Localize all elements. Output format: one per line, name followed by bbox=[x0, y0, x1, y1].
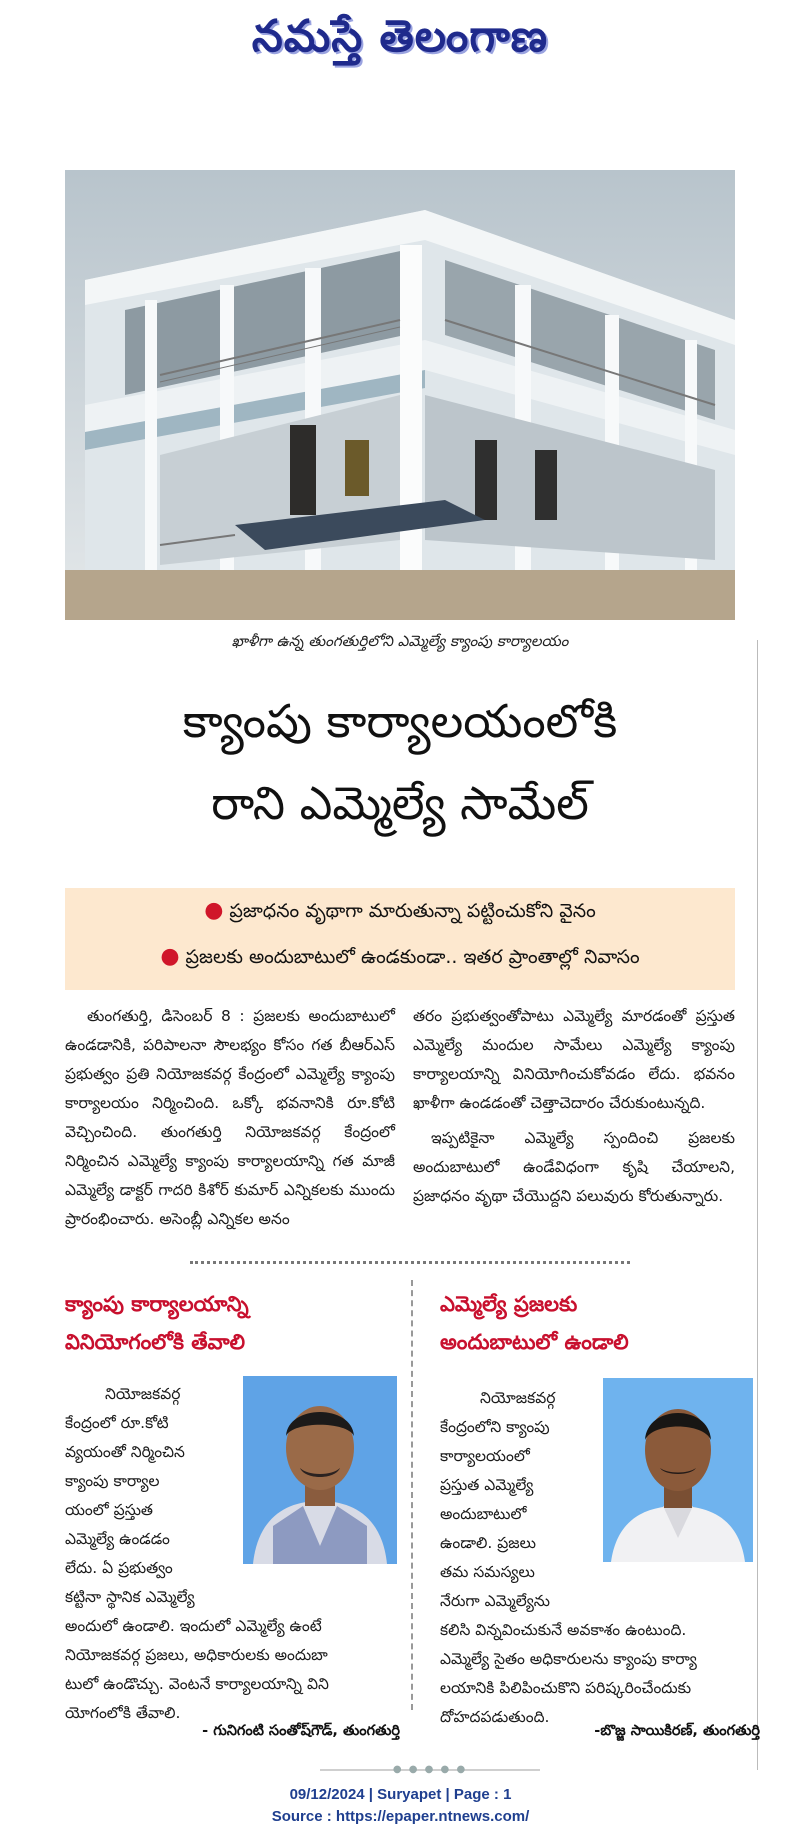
opinion-left-line: టులో ఉండొచ్చు. వెంటనే కార్యాలయాన్ని విని bbox=[65, 1675, 329, 1693]
footer-date-edition: 09/12/2024 | Suryapet | Page : 1 bbox=[289, 1786, 512, 1803]
opinion-right-line: లయానికి పిలిపించుకొని పరిష్కరించేందుకు bbox=[440, 1679, 692, 1697]
bullet-icon: ● bbox=[204, 898, 224, 923]
opinion-right-line: నియోజకవర్గ bbox=[480, 1389, 556, 1407]
subhead-2 bbox=[65, 944, 735, 973]
page-indicator-dots-icon: ● ● ● ● ● bbox=[392, 1764, 468, 1775]
opinion-right-text bbox=[440, 1384, 755, 1732]
opinion-left-line: లేదు. ఏ ప్రభుత్వం bbox=[65, 1559, 173, 1577]
dotted-divider bbox=[190, 1261, 630, 1264]
opinion-left-line: నియోజకవర్గ ప్రజలు, అధికారులకు అందుబా bbox=[65, 1646, 328, 1664]
photo-caption: ఖాళీగా ఉన్న తుంగతుర్తిలోని ఎమ్మెల్యే క్యాంపు కార్యాలయం bbox=[231, 632, 569, 650]
opinion-left-heading bbox=[65, 1285, 395, 1361]
opinion-right-line: కేంద్రంలోని క్యాంపు bbox=[440, 1418, 550, 1436]
opinion-right-line: నేరుగా ఎమ్మెల్యేను bbox=[440, 1592, 551, 1610]
opinion-left-line: అందులో ఉండాలి. ఇందులో ఎమ్మెల్యే ఉంటే bbox=[65, 1617, 322, 1635]
subhead-1-text: ప్రజాధనం వృథాగా మారుతున్నా పట్టించుకోని వైనం bbox=[229, 900, 596, 922]
opinion-left-heading-1: క్యాంపు కార్యాలయాన్ని bbox=[65, 1292, 249, 1316]
opinion-left-line: వ్యయంతో నిర్మించిన bbox=[65, 1443, 185, 1461]
newspaper-masthead: నమస్తే తెలంగాణ bbox=[251, 11, 549, 62]
footer-source-link[interactable]: Source : https://epaper.ntnews.com/ bbox=[271, 1808, 530, 1825]
opinion-right-line: కలిసి విన్నవించుకునే అవకాశం ఉంటుంది. bbox=[440, 1621, 687, 1639]
opinion-right-line: ఎమ్మెల్యే సైతం అధికారులను క్యాంపు కార్యా bbox=[440, 1650, 697, 1668]
bullet-icon: ● bbox=[160, 944, 180, 969]
opinion-right-line: అందుబాటులో bbox=[440, 1505, 527, 1523]
article-headline bbox=[65, 680, 735, 844]
opinion-left-text bbox=[65, 1380, 395, 1728]
building-photo bbox=[65, 170, 735, 620]
opinion-right-line: ప్రస్తుత ఎమ్మెల్యే bbox=[440, 1476, 534, 1494]
body-left-paragraph: తుంగతుర్తి, డిసెంబర్ 8 : ప్రజలకు అందుబాటులో ఉండడానికి, పరిపాలనా సౌలభ్యం కోసం గత బీఆర్ఎస్ ప్రభుత్వం ప్రతి నియోజకవర్గ కేంద్రంలో ఎమ్మెల్యే క్యాంపు కార్యాలయం నిర్మించింది. ఒక్కో భవనానికి రూ.కోటి వెచ్చించింది. తుంగతుర్తి నియోజకవర్గ కేంద్రంలో నిర్మించిన ఎమ్మెల్యే క్యాంపు కార్యాలయాన్ని గత మాజీ ఎమ్మెల్యే డాక్టర్ గాదరి కిశోర్ కుమార్ ఎన్నికలకు ముందు ప్రారంభించారు. అసెంబ్లీ ఎన్నికల అనం bbox=[65, 1007, 395, 1228]
opinion-left-signature: - గునిగంటి సంతోష్‌గౌడ్, తుంగతుర్తి bbox=[202, 1723, 400, 1739]
opinion-left-line: క్యాంపు కార్యాల bbox=[65, 1472, 160, 1490]
headline-line-2: రాని ఎమ్మెల్యే సామేల్ bbox=[211, 776, 589, 830]
opinion-left-line: యంలో ప్రస్తుత bbox=[65, 1501, 153, 1519]
opinion-left-line: ఎమ్మెల్యే ఉండడం bbox=[65, 1530, 170, 1548]
body-column-left bbox=[65, 1002, 395, 1234]
subhead-1 bbox=[65, 898, 735, 927]
opinion-right-heading-2: అందుబాటులో ఉండాలి bbox=[440, 1330, 629, 1354]
opinion-left-line: కట్టినా స్థానిక ఎమ్మెల్యే bbox=[65, 1588, 195, 1606]
opinion-right-line: దోహదపడుతుంది. bbox=[440, 1708, 550, 1726]
subheads-box bbox=[65, 888, 735, 990]
opinion-left-heading-2: వినియోగంలోకి తేవాలి bbox=[65, 1330, 246, 1354]
body-right-paragraph-1: తరం ప్రభుత్వంతోపాటు ఎమ్మెల్యే మారడంతో ప్రస్తుత ఎమ్మెల్యే మందుల సామేలు ఎమ్మెల్యే క్యాంపు కార్యాలయాన్ని వినియోగించుకోవడం లేదు. భవనం ఖాళీగా ఉండడంతో చెత్తాచెదారం చేరుకుంటున్నది. bbox=[413, 1007, 735, 1112]
opinion-right-heading bbox=[440, 1285, 740, 1361]
opinion-right-line: ఉండాలి. ప్రజలు bbox=[440, 1534, 536, 1552]
opinion-right-line: కార్యాలయంలో bbox=[440, 1447, 530, 1465]
opinion-left-line: కేంద్రంలో రూ.కోటి bbox=[65, 1414, 169, 1432]
opinion-left-line: నియోజకవర్గ bbox=[105, 1385, 181, 1403]
opinion-right-signature: -బొజ్జ సాయికిరణ్, తుంగతుర్తి bbox=[594, 1723, 760, 1739]
opinion-left-line: యోగంలోకి తేవాలి. bbox=[65, 1704, 181, 1722]
body-right-paragraph-2: ఇప్పటికైనా ఎమ్మెల్యే స్పందించి ప్రజలకు అందుబాటులో ఉండేవిధంగా కృషి చేయాలని, ప్రజాధనం వృథా చేయొద్దని పలువురు కోరుతున్నారు. bbox=[413, 1129, 735, 1205]
body-column-right bbox=[413, 1002, 735, 1217]
column-divider bbox=[411, 1280, 413, 1710]
subhead-2-text: ప్రజలకు అందుబాటులో ఉండకుండా.. ఇతర ప్రాంతాల్లో నివాసం bbox=[185, 946, 640, 968]
page-edge-rule bbox=[757, 640, 758, 1770]
opinion-right-heading-1: ఎమ్మెల్యే ప్రజలకు bbox=[440, 1292, 578, 1316]
headline-line-1: క్యాంపు కార్యాలయంలోకి bbox=[182, 694, 618, 748]
opinion-right-line: తమ సమస్యలు bbox=[440, 1563, 535, 1581]
